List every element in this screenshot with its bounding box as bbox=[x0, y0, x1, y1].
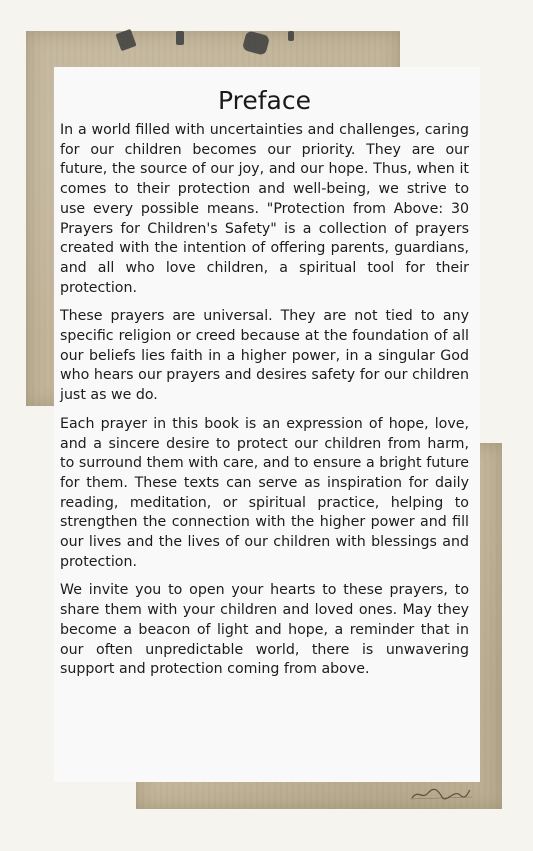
paragraph-4: We invite you to open your hearts to these prayers, to share them with your children and loved ones. May they become a beacon of light and hope, a reminder that in our often unpredictable world, there is unwavering support and protection coming from above. bbox=[60, 582, 469, 678]
ink-mark bbox=[115, 29, 136, 51]
preface-card bbox=[54, 67, 480, 782]
signature-scribble bbox=[410, 787, 472, 801]
paragraph-2: These prayers are universal. They are not tied to any specific religion or creed because at the foundation of all our beliefs lies faith in a higher power, in a singular God who hears our prayers and desires safety for our children just as we do. bbox=[60, 308, 469, 404]
ink-mark bbox=[288, 31, 294, 41]
paragraph-1: In a world filled with uncertainties and challenges, caring for our children becomes our priority. They are our future, the source of our joy, and our hope. Thus, when it comes to their protection and well-being, we strive to use every possible means. "Protection from Above: 30 Prayers for Children's Safety" is a collection of prayers created with the intention of offering parents, guardians, and all who love children, a spiritual tool for their protection. bbox=[60, 122, 469, 296]
page-title: Preface bbox=[218, 86, 311, 115]
ink-mark bbox=[176, 31, 184, 45]
ink-mark bbox=[242, 30, 270, 56]
paragraph-3: Each prayer in this book is an expression of hope, love, and a sincere desire to protect our children from harm, to surround them with care, and to ensure a bright future for them. These texts can serve as inspiration for daily reading, meditation, or spiritual practice, helping to strengthen the connection with the higher power and fill our lives and the lives of our children with blessings and protection. bbox=[60, 415, 469, 570]
